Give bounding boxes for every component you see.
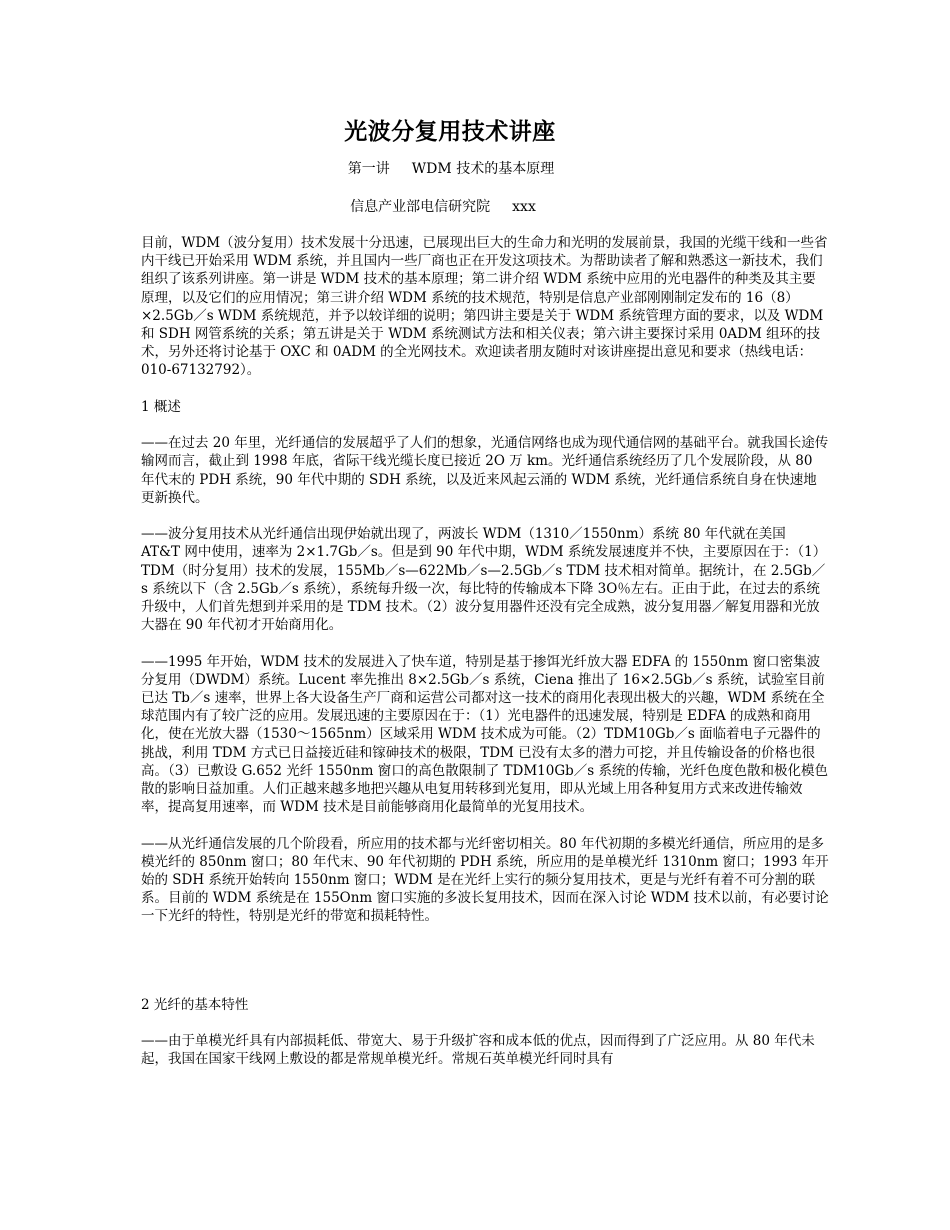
section-1-paragraph: ——在过去 20 年里，光纤通信的发展超乎了人们的想象，光通信网络也成为现代通信网的基础平台。就我国长途传输网而言，截止到 1998 年底，省际干线光缆长度已接近 2O 万 km。光纤通信系统经历了几个发展阶段，从 80 年代末的 PDH 系统，90 年代中期的 SDH 系统，以及近来风起云涌的 WDM 系统，光纤通信系统自身在快速地更新换代。	[141, 435, 829, 506]
section-1-heading: 1 概述	[141, 398, 181, 415]
section-1-paragraph: ——波分复用技术从光纤通信出现伊始就出现了，两波长 WDM（1310／1550nm）系统 80 年代就在美国 AT&T 网中使用，速率为 2×1.7Gb／s。但是到 90 年代中期，WDM 系统发展速度并不快，主要原因在于：（1）TDM（时分复用）技术的发展，155Mb／s—622Mb／s—2.5Gb／s TDM 技术相对简单。据统计，在 2.5Gb／s 系统以下（含 2.5Gb／s 系统），系统每升级一次，每比特的传输成本下降 3O％左右。正由于此，在过去的系统升级中，人们首先想到并采用的是 TDM 技术。（2）波分复用器件还没有完全成熟，波分复用器／解复用器和光放大器在 90 年代初才开始商用化。	[141, 526, 827, 634]
author-name: xxx	[512, 199, 536, 215]
section-2-heading: 2 光纤的基本特性	[141, 996, 249, 1013]
section-spacer	[141, 944, 829, 996]
author-organization: 信息产业部电信研究院	[350, 199, 491, 215]
section-1-paragraph: ——从光纤通信发展的几个阶段看，所应用的技术都与光纤密切相关。80 年代初期的多模光纤通信，所应用的是多模光纤的 850nm 窗口；80 年代末、90 年代初期的 PDH 系统，所应用的是单模光纤 1310nm 窗口；1993 年开始的 SDH 系统开始转向 1550nm 窗口；WDM 是在光纤上实行的频分复用技术，更是与光纤有着不可分割的联系。目前的 WDM 系统是在 155Onm 窗口实施的多波长复用技术，因而在深入讨论 WDM 技术以前，有必要讨论一下光纤的特性，特别是光纤的带宽和损耗特性。	[141, 835, 829, 925]
document-title: 光波分复用技术讲座	[344, 119, 556, 145]
lecture-subtitle	[0, 158, 902, 178]
intro-paragraph: 目前，WDM（波分复用）技术发展十分迅速，已展现出巨大的生命力和光明的发展前景，我国的光缆干线和一些省内干线已开始采用 WDM 系统，并且国内一些厂商也正在开发这项技术。为帮助读者了解和熟悉这一新技术，我们组织了该系列讲座。第一讲是 WDM 技术的基本原理；第二讲介绍 WDM 系统中应用的光电器件的种类及其主要原理，以及它们的应用情况；第三讲介绍 WDM 系统的技术规范，特别是信息产业部刚刚制定发布的 16（8）×2.5Gb／s WDM 系统规范，并予以较详细的说明；第四讲主要是关于 WDM 系统管理方面的要求，以及 WDM 和 SDH 网管系统的关系；第五讲是关于 WDM 系统测试方法和相关仪表；第六讲主要探讨采用 0ADM 组环的技术，另外还将讨论基于 OXC 和 0ADM 的全光网技术。欢迎读者朋友随时对该讲座提出意见和要求（热线电话：010-67132792）。	[141, 235, 828, 379]
section-1-paragraph: ——1995 年开始，WDM 技术的发展进入了快车道，特别是基于掺饵光纤放大器 EDFA 的 1550nm 窗口密集波分复用（DWDM）系统。Lucent 率先推出 8×2.5Gb／s 系统，Ciena 推出了 16×2.5Gb／s 系统，试验室目前已达 Tb／s 速率，世界上各大设备生产厂商和运营公司都对这一技术的商用化表现出极大的兴趣，WDM 系统在全球范围内有了较广泛的应用。发展迅速的主要原因在于：（1）光电器件的迅速发展，特别是 EDFA 的成熟和商用化，使在光放大器（1530～1565nm）区域采用 WDM 技术成为可能。（2）TDM10Gb／s 面临着电子元器件的挑战，利用 TDM 方式已日益接近硅和镓砷技术的极限，TDM 已没有太多的潜力可挖，并且传输设备的价格也很高。（3）已敷设 G.652 光纤 1550nm 窗口的高色散限制了 TDM10Gb／s 系统的传输，光纤色度色散和极化模色散的影响日益加重。人们正越来越多地把兴趣从电复用转移到光复用，即从光域上用各种复用方式来改进传输效率，提高复用速率，而 WDM 技术是目前能够商用化最简单的光复用技术。	[141, 653, 828, 816]
lecture-number: 第一讲	[347, 161, 390, 177]
section-2-paragraph: ——由于单模光纤具有内部损耗低、带宽大、易于升级扩容和成本低的优点，因而得到了广泛应用。从 80 年代未起，我国在国家干线网上敷设的都是常规单模光纤。常规石英单模光纤同时具有	[141, 1033, 815, 1068]
lecture-topic: WDM 技术的基本原理	[411, 161, 555, 177]
author-line	[0, 196, 886, 216]
document-body	[141, 234, 829, 1087]
